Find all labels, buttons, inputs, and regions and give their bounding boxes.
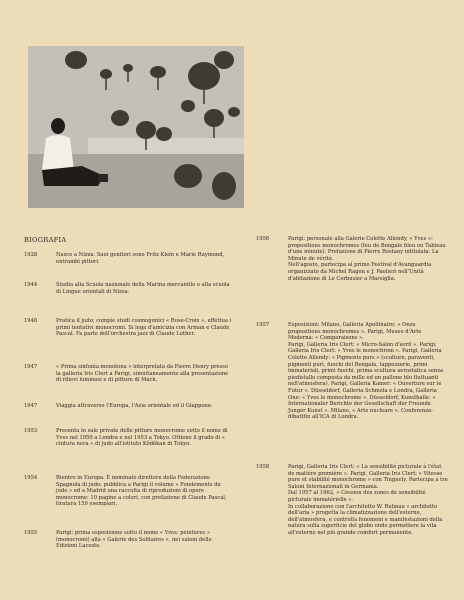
bio-paragraph: Parigi: personale alla Galerie Colette Allendy, « Yves »: propositions monochromes (feu de Bengale bleu ou Tableau d'une minute). Prefazione di Pierre Restany intitolata: La Minute de vérité. [288,236,446,262]
bio-text [288,464,448,537]
bio-text [56,428,232,448]
bio-year: 1928 [24,252,38,258]
bio-text [56,475,232,508]
bio-paragraph: In collaborazione con l'architetto W. Ruhnau « architetto dell'aria » progetta la climatizzazione dell'esterno, dell'atmosfera, e controlla fenomeni e manifestazioni della natura sulla superficie del globo onde permettere la vita all'esterno nel più grande comfort permanente. [288,503,443,536]
bio-paragraph: Parigi, Galleria Iris Clert: « Micro-Salon d'avril ». Parigi, Galleria Iris Clert: « Yves le monochrom ». Parigi, Galleria Colette Allendy: « Pigments purs » (sculture, paraventi, pigmenti puri, fuochi del Bengala, tappezzerie, primi immateriali, primi fuochi, prima scultura aerostatica senza piedistallo composta da mille ed un pallone blu fluttuanti nell'atmosfera). Parigi, Galleria Kamer: « Ouverture sur le Futur ». Düsseldorf, Galleria Schmela e Londra, Galleria One: « Yves le monochrome ». Düsseldorf, Kunsthalle: « Internationaler Berichte der Gesellschaft der Freunde Junger Kunst ». Milano, « Arte nucleare ». Conferenza-dibattito all'ICA di Londra. [288,341,444,421]
bio-year: 1953 [24,428,38,434]
bio-paragraph: Pratica il judo; compie studi cosmogonici « Rose-Croix », effettua i primi tentativi monocromi. Si lega d'amicizia con Arman e Claude Pascal. Fa parte dell'orchestra jazz di Claude Luther. [56,318,232,338]
bio-year: 1957 [256,322,270,328]
bio-paragraph: Parigi: prima esposizione sotto il nome « Yves: peintures » (monocromi) alla « Galerie des Solitaires », nei saloni delle Edizioni Lacoste. [56,530,212,550]
bio-paragraph: Studia alla Scuola nazionale della Marina mercantile e alla scuola di Lingue orientali di Nizza. [56,282,230,295]
bio-text [288,236,448,282]
bio-text [56,282,232,295]
bio-year: 1956 [256,236,270,242]
bio-text [56,318,232,338]
bio-text [56,252,232,265]
bio-paragraph: Nell'agosto, partecipa al primo Festival d'Avanguardia organizzato da Michel Ragon e J. Paolieri nell'Unità d'abitazione di Le Corbusier a Marsiglia. [288,262,432,282]
bio-year: 1946 [24,318,38,324]
bio-year: 1958 [256,464,270,470]
bio-paragraph: Dal 1957 al 1962, « Cession des zones de sensibilité picturale immatérielle ». [288,490,426,503]
bio-paragraph: Presenta in sale private delle pitture monocrome sotto il nome di Yves nel 1950 a Londra e nel 1953 a Tokyo. Ottiene il grado di « cintura nera » di judo all'istituto Kôdôkan di Tokyo. [56,428,228,448]
artist-photo [28,46,244,208]
section-title: BIOGRAFIA [24,236,67,244]
bio-text [56,530,232,550]
bio-year: 1947 [24,364,38,370]
bio-year: 1947 [24,403,38,409]
bio-text [56,364,232,384]
bio-paragraph: Viaggia attraverso l'Europa, l'Asia orientale ed il Giappone. [56,403,213,409]
bio-text [288,322,448,421]
bio-year: 1954 [24,475,38,481]
bio-paragraph: Parigi, Galleria Iris Clert: « La sensibilité picturale à l'état de matière première ». Parigi, Galleria Iris Clert: « Vitesse pure et stabilité monochrome » con Tinguely. Partecipa a tre Saloni Internazionali in Germania. [288,464,448,490]
bio-paragraph: Esposizioni: Milano, Galleria Apollinaire: « Onze propositions monochromes ». Parigi, Museo d'Arte Moderna: « Comparaisons ». [288,322,422,342]
bio-year: 1955 [24,530,38,536]
bio-paragraph: Nasce a Nizza. Suoi genitori sono Fritz Klein e Marie Raymond, entrambi pittori. [56,252,225,265]
bio-text [56,403,232,410]
photo-artist-with-sculptures-icon [28,46,244,208]
bio-paragraph: « Prima sinfonia monotona » interpretata da Pierre Henry presso la galleria Iris Clert a Parigi, simultaneamente alla presentazione di rilievi luminosi e di pitture di Mack. [56,364,229,384]
bio-year: 1944 [24,282,38,288]
bio-paragraph: Rientro in Europa. È nominato direttore della Federazione Spagnola di judo; pubblica a Parigi il volume « Fondements du judo » ed a Madrid una raccolta di riproduzioni di opere monocrome: 10 pagine a colori, con prefazione di Claude Pascal, tiratura 150 esemplari. [56,475,227,508]
